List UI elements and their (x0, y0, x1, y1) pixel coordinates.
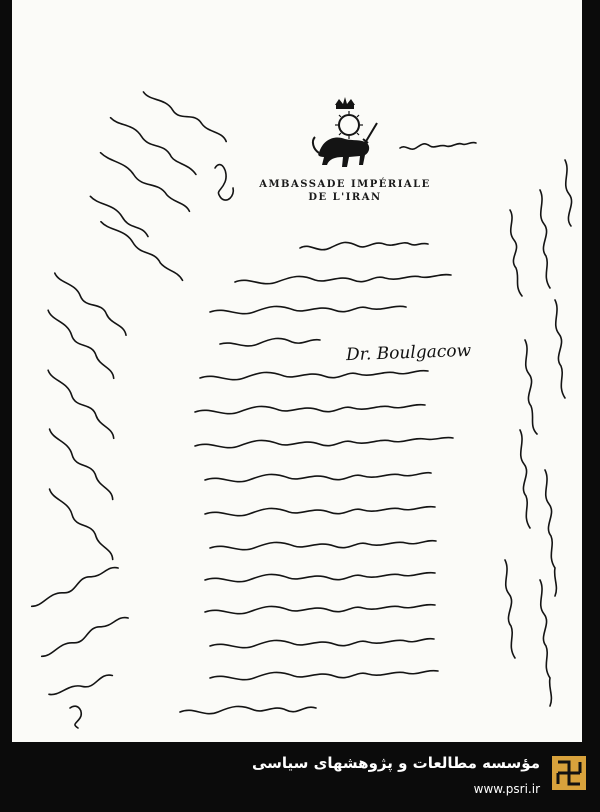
handwritten-latin-name: Dr. Boulgacow (345, 340, 472, 366)
letterhead-title: AMBASSADE IMPÉRIALE (259, 179, 431, 190)
footer (0, 742, 600, 812)
letterhead-subtitle: DE L'IRAN (308, 192, 382, 203)
institute-name: مؤسسه مطالعات و پژوهشهای سیاسی (251, 754, 540, 772)
institute-website: www.psri.ir (473, 782, 540, 796)
institute-logo-icon (552, 756, 586, 790)
